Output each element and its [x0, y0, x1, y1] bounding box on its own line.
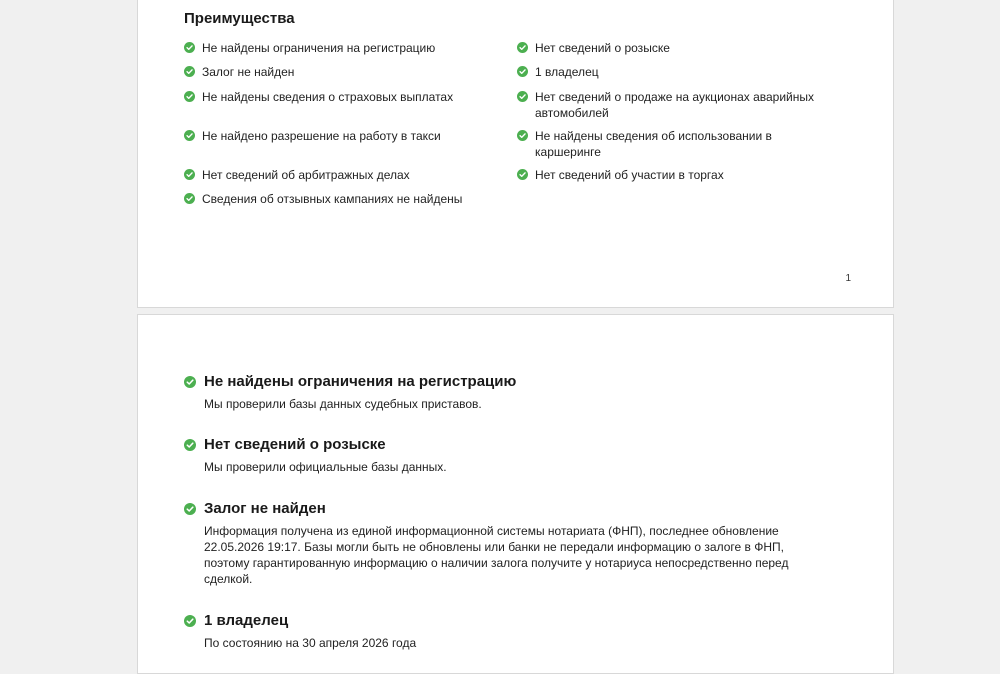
check-circle-icon: [184, 376, 196, 388]
advantage-item: [184, 40, 504, 56]
detail-section: [184, 373, 824, 412]
check-circle-icon: [184, 130, 195, 141]
advantage-item: [517, 64, 847, 80]
advantage-item: [184, 89, 504, 105]
detail-title: Не найдены ограничения на регистрацию: [204, 373, 517, 390]
advantage-label: Не найдены сведения о страховых выплатах: [202, 90, 454, 104]
detail-text: По состоянию на 30 апреля 2026 года: [204, 636, 417, 650]
advantage-label: Залог не найден: [202, 65, 295, 79]
detail-title: Нет сведений о розыске: [204, 436, 386, 453]
check-circle-icon: [517, 91, 528, 102]
detail-text: Мы проверили базы данных судебных приставов.: [204, 397, 482, 411]
page-number: 1: [845, 273, 851, 284]
advantage-label: Не найдены ограничения на регистрацию: [202, 41, 436, 55]
check-circle-icon: [517, 42, 528, 53]
check-circle-icon: [517, 130, 528, 141]
detail-title: 1 владелец: [204, 612, 289, 629]
detail-text: Информация получена из единой информационной системы нотариата (ФНП), последнее обновление 22.05.2026 19:17. Базы могли быть не обновлены или банки не передали информацию о залоге в ФНП, поэтому гарантированную информацию о наличии залога получите у нотариуса непосредственно перед сделкой.: [204, 524, 789, 586]
advantage-item: [517, 40, 847, 56]
check-circle-icon: [184, 615, 196, 627]
advantage-item: [184, 128, 504, 144]
check-circle-icon: [517, 169, 528, 180]
report-page-2: [137, 314, 894, 674]
check-circle-icon: [184, 503, 196, 515]
advantages-title: Преимущества: [184, 10, 295, 27]
advantage-item: [517, 167, 847, 183]
check-circle-icon: [184, 66, 195, 77]
detail-section: [184, 612, 824, 651]
detail-section: [184, 436, 824, 475]
advantage-item: [517, 128, 787, 160]
advantage-label: Нет сведений о продаже на аукционах аварийных автомобилей: [535, 90, 814, 120]
advantage-label: Нет сведений об арбитражных делах: [202, 168, 410, 182]
advantage-label: Не найдены сведения об использовании в каршеринге: [535, 129, 772, 159]
detail-section: [184, 500, 824, 587]
advantage-item: [184, 64, 504, 80]
check-circle-icon: [184, 42, 195, 53]
check-circle-icon: [517, 66, 528, 77]
detail-title: Залог не найден: [204, 500, 326, 517]
report-page-1: [137, 0, 894, 308]
advantage-label: Сведения об отзывных кампаниях не найдены: [202, 192, 463, 206]
detail-text: Мы проверили официальные базы данных.: [204, 460, 447, 474]
advantage-label: Не найдено разрешение на работу в такси: [202, 129, 441, 143]
check-circle-icon: [184, 439, 196, 451]
advantage-item: [184, 167, 504, 183]
advantage-label: Нет сведений о розыске: [535, 41, 670, 55]
check-circle-icon: [184, 193, 195, 204]
advantage-label: Нет сведений об участии в торгах: [535, 168, 724, 182]
check-circle-icon: [184, 91, 195, 102]
advantage-label: 1 владелец: [535, 65, 599, 79]
advantage-item: [184, 191, 504, 207]
advantage-item: [517, 89, 847, 121]
check-circle-icon: [184, 169, 195, 180]
